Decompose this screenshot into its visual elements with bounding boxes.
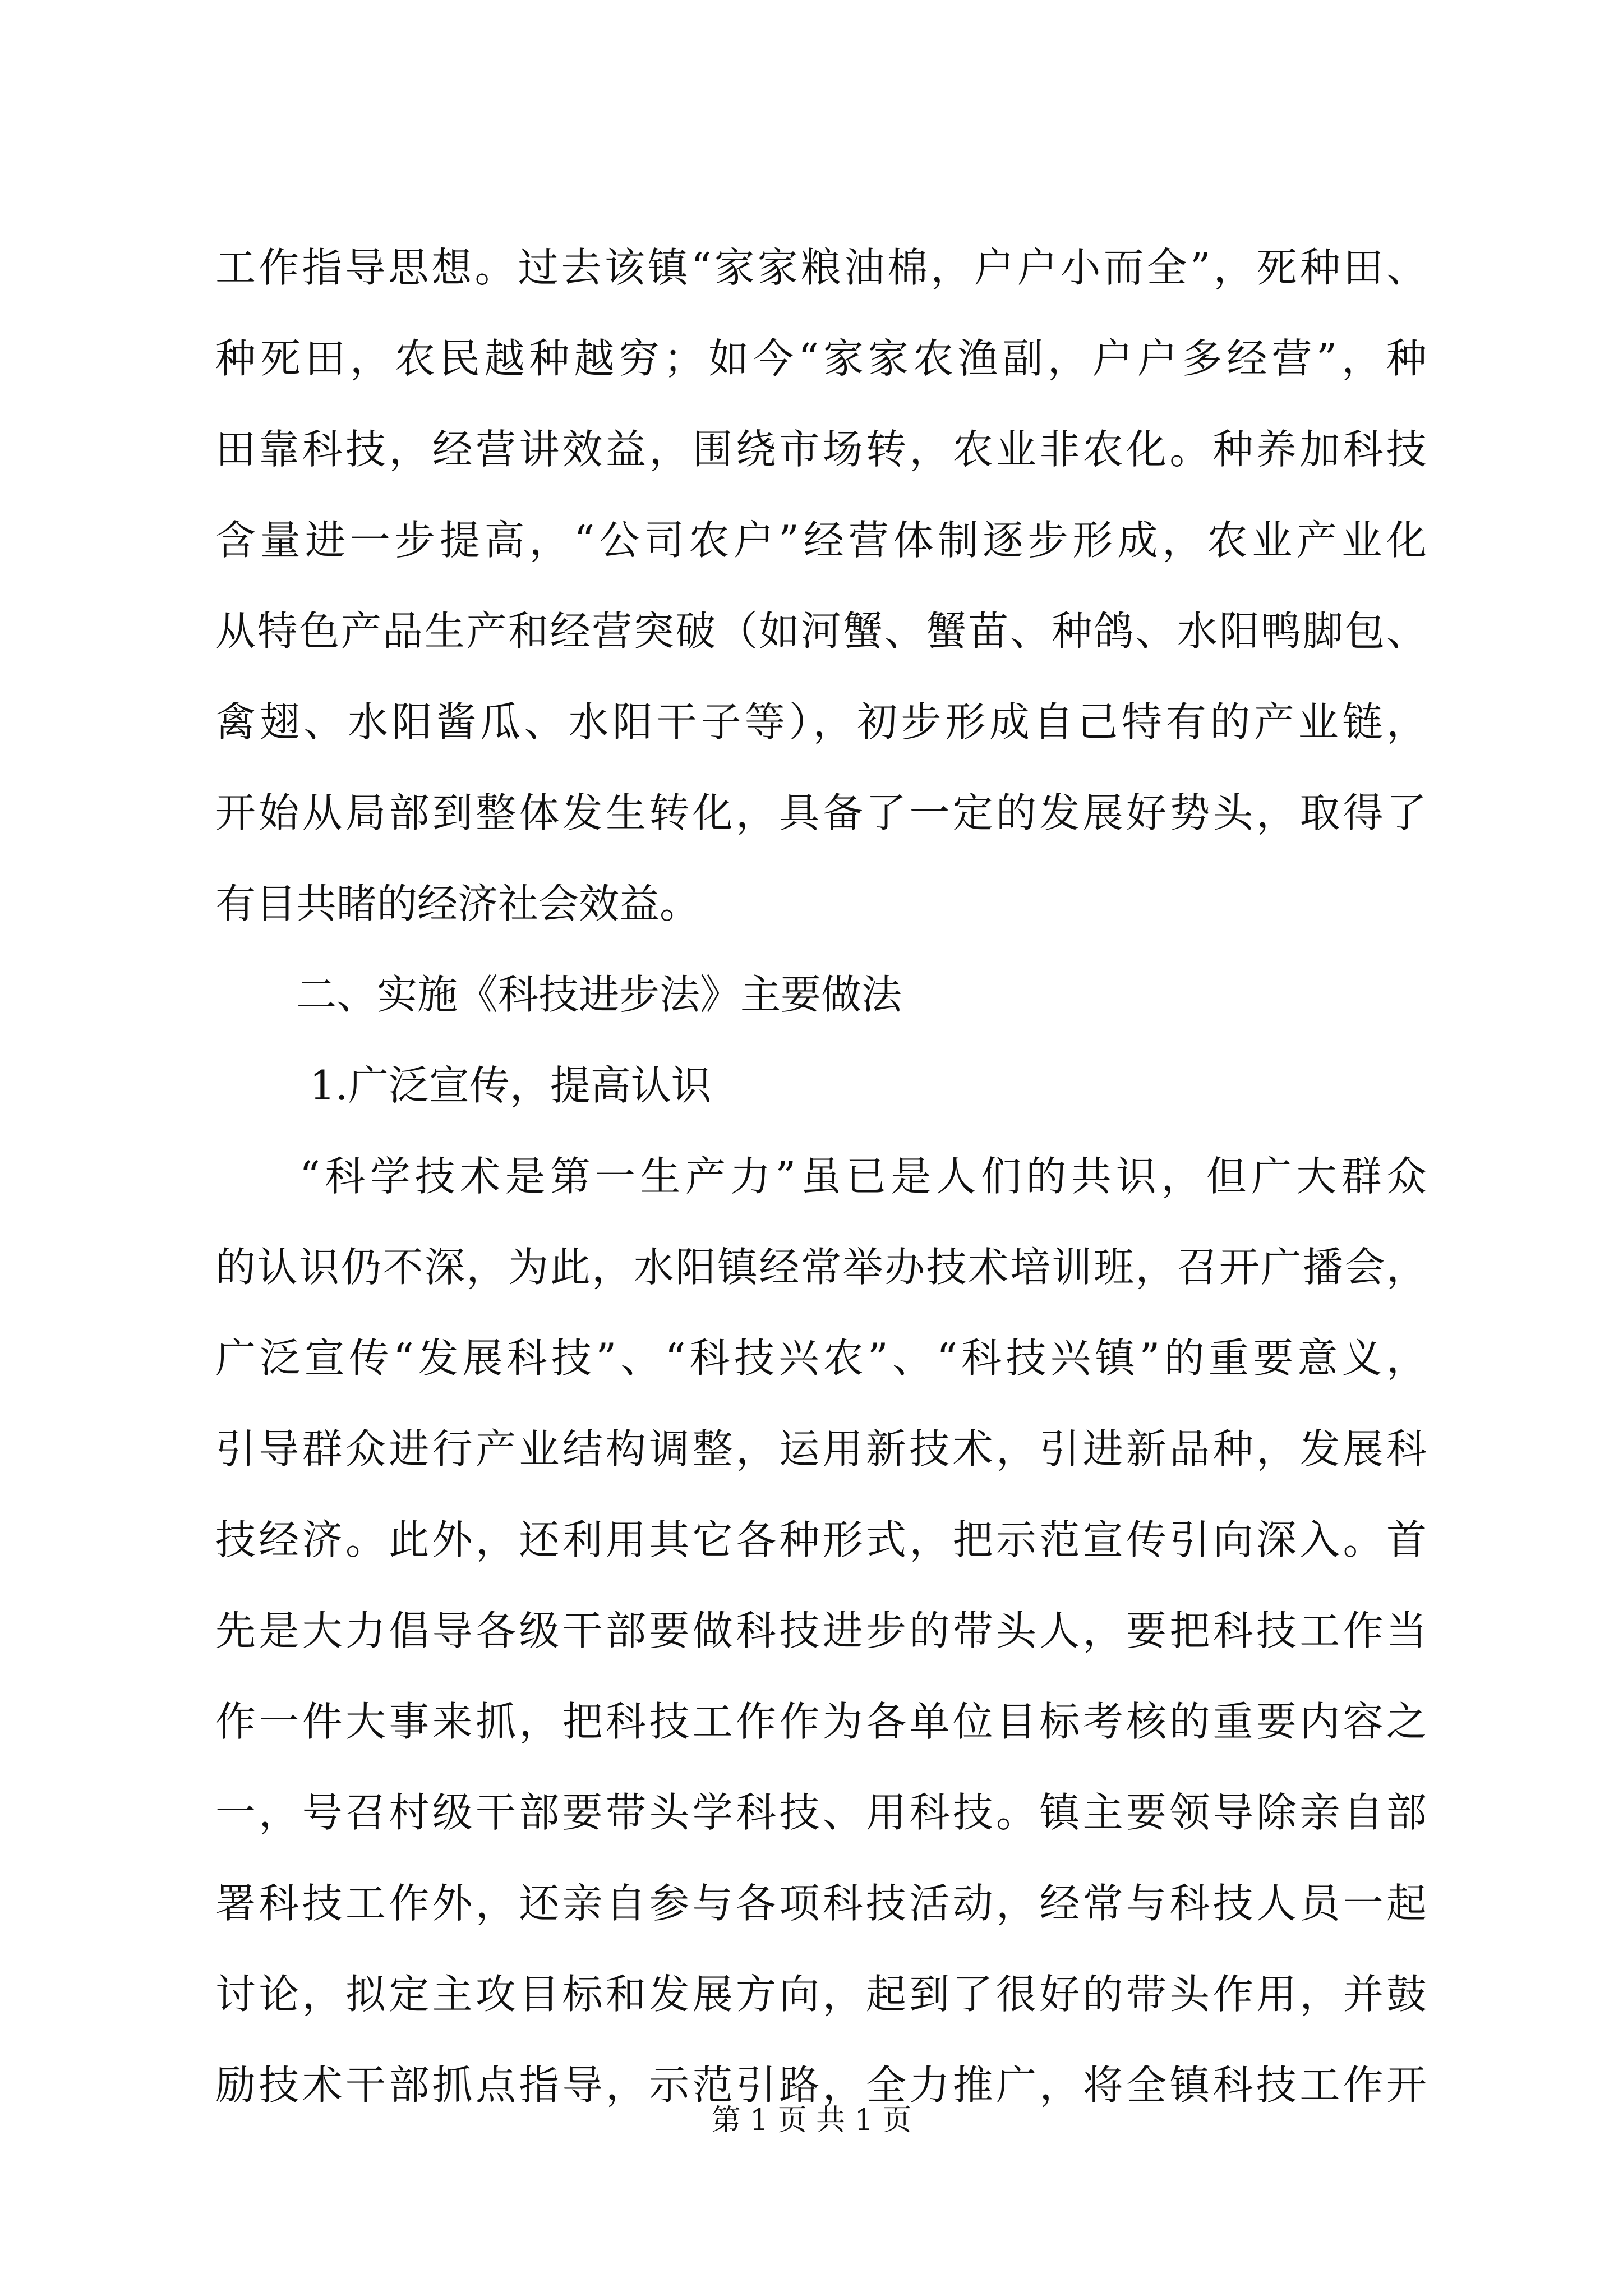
- text-line: 署科技工作外，还亲自参与各项科技活动，经常与科技人员一起: [215, 1880, 1427, 1927]
- text-line: 励技术干部抓点指导，示范引路，全力推广，将全镇科技工作开: [215, 2062, 1427, 2109]
- section-heading: 二、实施《科技进步法》主要做法: [296, 971, 902, 1018]
- text-line: 讨论，拟定主攻目标和发展方向，起到了很好的带头作用，并鼓: [215, 1971, 1427, 2018]
- text-line: 一，号召村级干部要带头学科技、用科技。镇主要领导除亲自部: [215, 1789, 1427, 1836]
- text-line: 工作指导思想。过去该镇“家家粮油棉，户户小而全”，死种田、: [215, 244, 1427, 291]
- text-line: 作一件大事来抓，把科技工作作为各单位目标考核的重要内容之: [215, 1698, 1427, 1745]
- text-line: 引导群众进行产业结构调整，运用新技术，引进新品种，发展科: [215, 1425, 1427, 1473]
- text-line: 禽翅、水阳酱瓜、水阳干子等），初步形成自己特有的产业链，: [215, 698, 1427, 746]
- text-line: 技经济。此外，还利用其它各种形式，把示范宣传引向深入。首: [215, 1516, 1427, 1563]
- text-line: 开始从局部到整体发生转化，具备了一定的发展好势头，取得了: [215, 789, 1427, 836]
- text-line: 从特色产品生产和经营突破（如河蟹、蟹苗、种鸽、水阳鸭脚包、: [215, 608, 1427, 655]
- text-line: 田靠科技，经营讲效益，围绕市场转，农业非农化。种养加科技: [215, 426, 1427, 473]
- text-line: 的认识仍不深，为此，水阳镇经常举办技术培训班，召开广播会，: [215, 1244, 1427, 1291]
- text-line: 广泛宣传“发展科技”、“科技兴农”、“科技兴镇”的重要意义，: [215, 1335, 1427, 1382]
- text-line: “科学技术是第一生产力”虽已是人们的共识，但广大群众: [299, 1153, 1427, 1200]
- text-line: 先是大力倡导各级干部要做科技进步的带头人，要把科技工作当: [215, 1607, 1427, 1654]
- text-line: 种死田，农民越种越穷；如今“家家农渔副，户户多经营”，种: [215, 335, 1427, 382]
- document-body: [215, 222, 1427, 2131]
- subsection-heading: 1.广泛宣传，提高认识: [310, 1062, 712, 1109]
- page-footer: 第 1 页 共 1 页: [711, 2104, 912, 2137]
- text-line: 有目共睹的经济社会效益。: [215, 880, 700, 927]
- text-line: 含量进一步提高，“公司农户”经营体制逐步形成，农业产业化: [215, 517, 1427, 564]
